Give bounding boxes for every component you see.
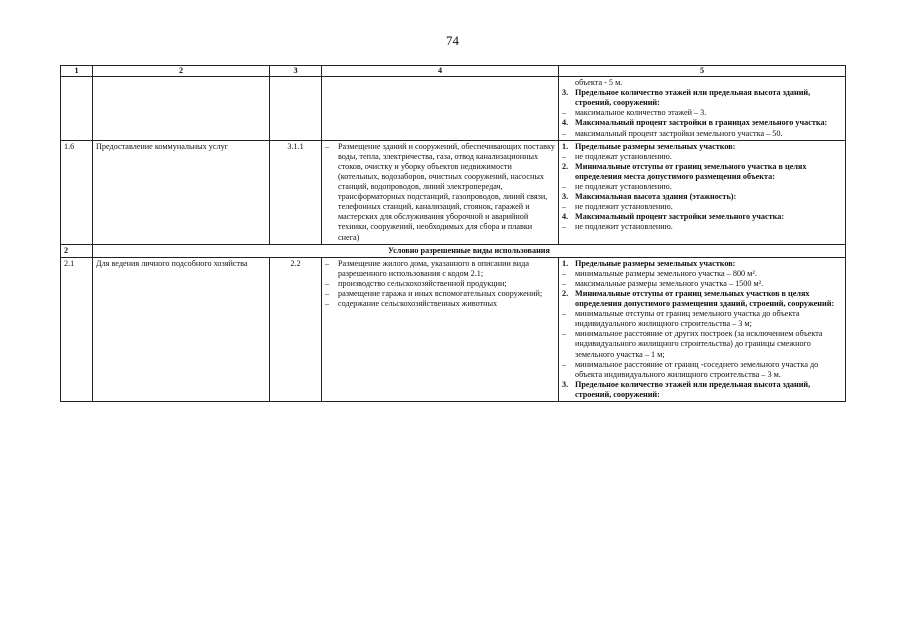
list-text: минимальные размеры земельного участка – 800 м². [575,268,757,278]
section-title: Условно разрешенные виды использования [93,244,846,257]
list-marker: – [562,128,567,138]
parameter-item [562,212,842,222]
list-text: минимальные отступы от границ земельного участка до объекта индивидуального жилищного строительства – 3 м; [575,309,800,329]
list-text: не подлежат установлению. [575,182,672,192]
use-type-name: Для ведения личного подсобного хозяйства [93,257,270,401]
list-marker: 4. [562,118,569,128]
list-text: объекта - 5 м. [575,78,623,88]
list-marker: – [562,329,567,339]
list-text: Предельные размеры земельных участков: [575,141,736,151]
list-marker: – [562,182,567,192]
column-number: 1 [61,66,93,77]
list-text: максимальные размеры земельного участка – 1500 м². [575,278,764,288]
parameter-item [562,152,842,162]
parameter-item [562,289,842,309]
list-marker: – [562,222,567,232]
list-text: Предельные размеры земельных участков: [575,258,736,268]
section-number: 2 [61,244,93,257]
parameter-item [562,380,842,400]
column-number: 3 [270,66,322,77]
list-text: не подлежит установлению. [575,202,673,212]
section-header-row [61,244,846,257]
list-text: Предельное количество этажей или предельная высота зданий, строений, сооружений: [575,379,811,399]
list-marker: – [325,299,330,309]
list-text: Предельное количество этажей или предельная высота зданий, строений, сооружений: [575,88,811,108]
parameter-item [562,108,842,118]
parameter-item [562,360,842,380]
description-item [325,259,555,279]
parameter-item [562,192,842,202]
parameter-item [562,88,842,108]
list-text: Минимальные отступы от границ земельного участка в целях определения места допустимого размещения объекта: [575,161,807,181]
list-marker: 2. [562,161,569,171]
use-type-code: 3.1.1 [270,140,322,244]
list-text: не подлежат установлению. [575,151,672,161]
column-number: 5 [559,66,846,77]
list-marker: – [325,278,330,288]
list-text: производство сельскохозяйственной продукции; [338,278,507,288]
table-row [61,140,846,244]
list-text: Размещение жилого дома, указанного в описании вида разрешенного использования с кодом 2.1; [338,258,529,278]
list-marker: – [562,151,567,161]
list-text: максимальный процент застройки земельного участка – 50. [575,128,783,138]
list-marker [562,78,575,88]
parameter-item [562,182,842,192]
page-number: 74 [446,33,459,48]
list-marker: 2. [562,288,569,298]
list-marker: 3. [562,379,569,389]
row-number: 2.1 [61,257,93,401]
list-marker: – [562,108,567,118]
row-number: 1.6 [61,140,93,244]
use-type-code: 2.2 [270,257,322,401]
list-marker: – [562,202,567,212]
parameters-list [559,77,846,141]
list-marker: 3. [562,88,569,98]
parameter-item [562,222,842,232]
use-type-description [322,140,559,244]
list-text: Размещение зданий и сооружений, обеспечивающих поставку воды, тепла, электричества, газа, отвод канализационных стоков, очистку и уборку объектов недвижимости (котельных, водозаборов, очистных сооружений, насосных станций, водопроводов, линий электропередач, трансформаторных подстанций, газопроводов, линий связи, телефонных станций, канализаций, стоянок, гаражей и мастерских для обслуживания уборочной и аварийной техники, сооружений, необходимых для сбора и плавки снега) [338,141,555,242]
list-text: минимальное расстояние от границ -соседнего земельного участка до объекта индивидуального жилищного строительства – 3 м. [575,359,819,379]
parameters-list [559,140,846,244]
parameter-item [562,129,842,139]
parameter-item [562,118,842,128]
table-row [61,257,846,401]
list-marker: – [325,141,330,151]
list-marker: – [562,359,567,369]
list-marker: – [325,258,330,268]
list-text: Максимальная высота здания (этажность): [575,192,737,202]
parameter-item [562,162,842,182]
list-text: Минимальные отступы от границ земельных участков в целях определения допустимого размещения зданий, строений, сооружений: [575,288,835,309]
list-text: максимальное количество этажей – 3. [575,108,707,118]
parameter-item [562,259,842,269]
parameter-item [562,279,842,289]
list-marker: – [562,309,567,319]
list-marker: 1. [562,141,569,151]
parameter-item [562,202,842,212]
use-type-name: Предоставление коммунальных услуг [93,140,270,244]
use-type-description [322,257,559,401]
description-item [325,142,555,243]
parameter-item [562,142,842,152]
list-text: Максимальный процент застройки земельного участка: [575,212,785,222]
list-text: минимальное расстояние от других построек (за исключением объекта индивидуального жилищного строительства) до границы смежного земельного участка – 1 м; [575,329,823,359]
list-marker: – [562,278,567,288]
list-marker: – [562,268,567,278]
description-item [325,289,555,299]
list-text: не подлежит установлению. [575,222,673,232]
parameter-item [562,329,842,359]
parameter-item [562,78,842,88]
continuation-row [61,77,846,141]
description-item [325,299,555,309]
list-text: содержание сельскохозяйственных животных [338,299,498,309]
parameter-item [562,269,842,279]
parameter-item [562,309,842,329]
list-marker: 3. [562,192,569,202]
list-text: Максимальный процент застройки в границах земельного участка: [575,118,828,128]
list-text: размещение гаража и иных вспомогательных сооружений; [338,288,543,298]
description-item [325,279,555,289]
zoning-regulations-table [60,65,846,402]
parameters-list [559,257,846,401]
column-number: 4 [322,66,559,77]
list-marker: 4. [562,212,569,222]
list-marker: – [325,288,330,298]
list-marker: 1. [562,258,569,268]
column-number-row [61,66,846,77]
column-number: 2 [93,66,270,77]
